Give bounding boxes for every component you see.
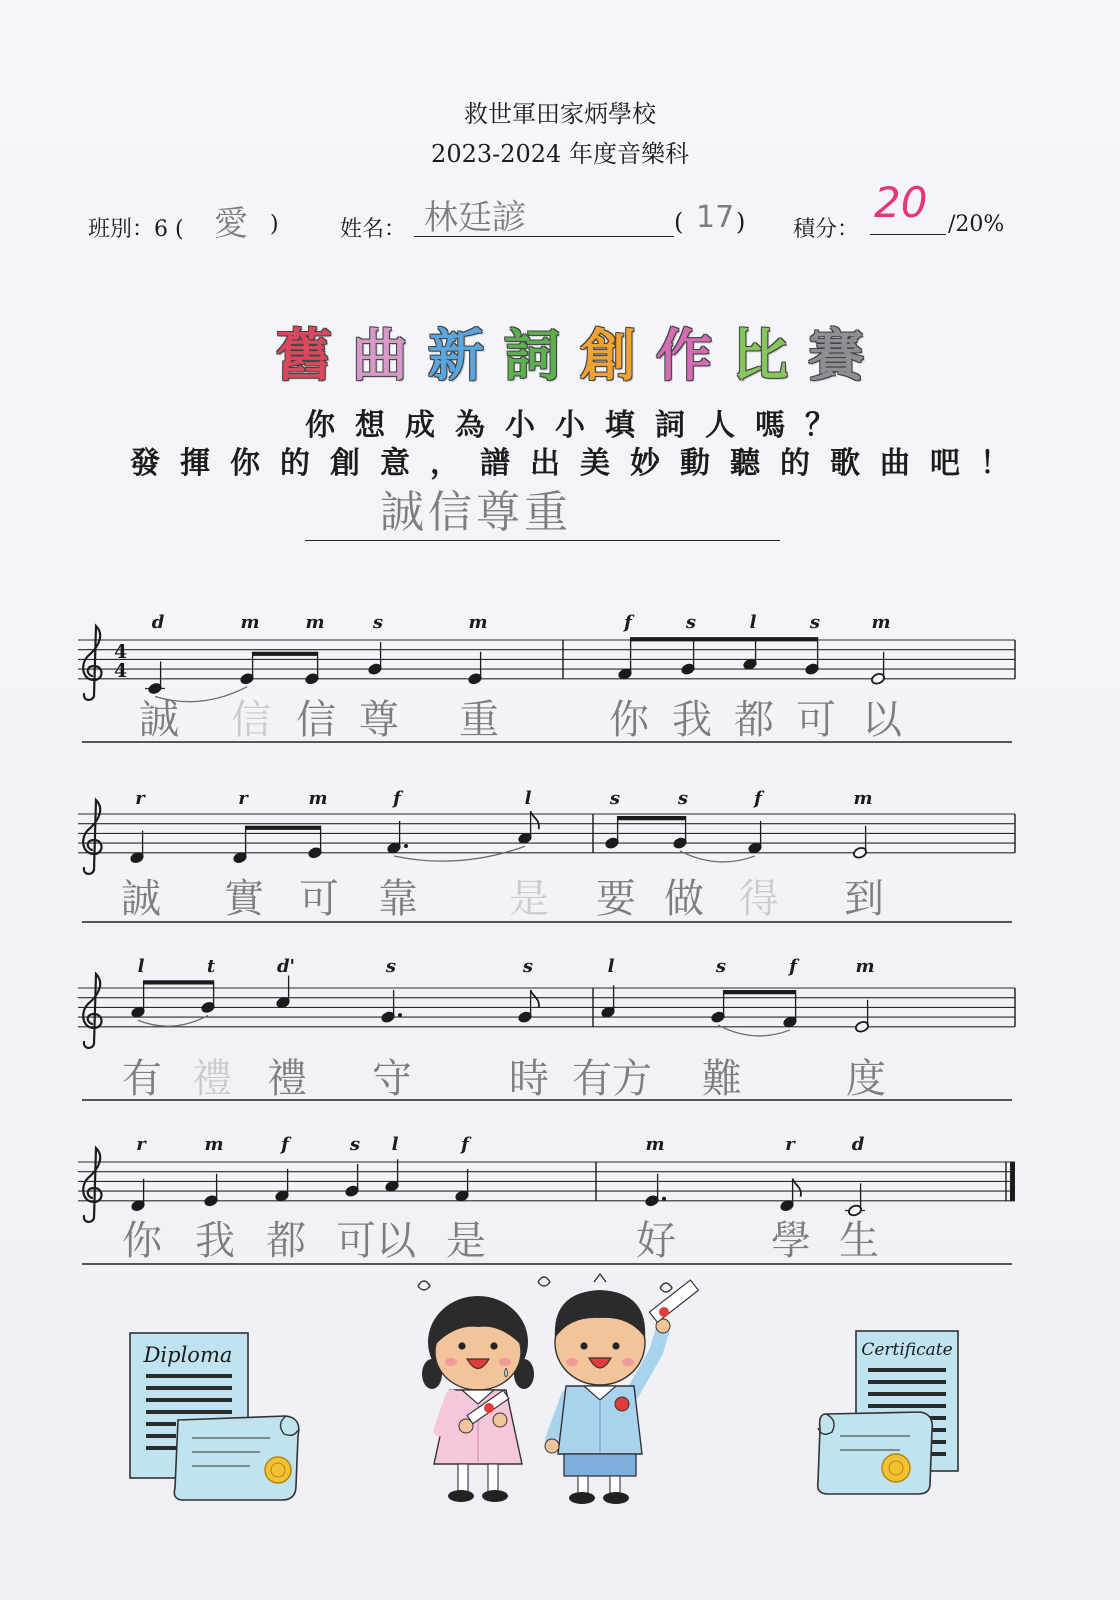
number-close: )	[736, 208, 746, 236]
girl-illustration	[422, 1296, 534, 1502]
lyric-syllable: 度	[846, 1056, 886, 1102]
score-total: /20%	[948, 212, 1005, 237]
solfa-label: f	[461, 1134, 469, 1155]
solfa-label: m	[855, 956, 875, 977]
solfa-label: s	[609, 788, 621, 809]
number-value: 17	[696, 200, 735, 235]
solfa-label: s	[385, 956, 397, 977]
lyric-syllable: 到	[844, 876, 884, 922]
solfa-label: l	[749, 612, 757, 633]
seal-icon	[265, 1457, 291, 1483]
number-open: (	[674, 208, 684, 236]
title-char: 舊	[276, 324, 352, 389]
lyric-syllable: 以	[376, 1218, 416, 1264]
solfa-label: s	[685, 612, 697, 633]
solfa-label: l	[391, 1134, 399, 1155]
solfa-label: f	[281, 1134, 289, 1155]
boy-illustration	[545, 1280, 698, 1504]
solfa-label: m	[305, 612, 325, 633]
treble-clef-icon	[83, 1148, 101, 1222]
name-value: 林廷諺	[424, 198, 526, 238]
solfa-label: m	[645, 1134, 665, 1155]
prompt-line-2: 發揮你的創意，譜出美妙動聽的歌曲吧！	[130, 446, 1030, 481]
song-title: 誠信尊重	[380, 487, 572, 538]
lyric-syllable: 以	[862, 697, 902, 743]
lyric-syllable: 是	[446, 1218, 486, 1264]
staff-2	[78, 788, 1015, 922]
lyric-syllable: 靠	[378, 876, 418, 922]
sparkle-marks	[418, 1274, 672, 1292]
solfa-label: r	[136, 1134, 146, 1155]
diploma-illustration	[130, 1333, 299, 1500]
lyric-syllable: 禮	[267, 1056, 307, 1102]
lyric-syllable: 誠	[139, 697, 179, 743]
solfa-label: d	[151, 612, 165, 633]
solfa-label: l	[524, 788, 532, 809]
certificate-scroll	[818, 1412, 933, 1494]
diploma-label: Diploma	[143, 1343, 233, 1367]
time-signature-top: 4	[114, 641, 128, 663]
solfa-label: m	[308, 788, 328, 809]
lyric-syllable: 信	[231, 697, 271, 743]
lyric-syllable: 信	[296, 697, 336, 743]
lyric-syllable: 是	[509, 876, 549, 922]
title-char: 創	[580, 324, 656, 389]
solfa-label: l	[607, 956, 615, 977]
score-label: 積分：	[793, 217, 860, 242]
note-dot	[398, 1013, 402, 1017]
lyric-syllable: 都	[734, 697, 774, 743]
solfa-label: s	[715, 956, 727, 977]
flower-badge-icon	[615, 1397, 629, 1411]
title-char: 賽	[808, 324, 884, 389]
year-subject: 2023-2024 年度音樂科	[431, 140, 689, 168]
seal-icon	[882, 1454, 910, 1482]
solfa-label: s	[349, 1134, 361, 1155]
title-char: 作	[656, 324, 732, 389]
lyric-syllable: 有方	[572, 1056, 652, 1102]
certificate-label: Certificate	[861, 1340, 953, 1360]
solfa-label: f	[393, 788, 401, 809]
solfa-label: f	[789, 956, 797, 977]
solfa-label: d'	[276, 956, 296, 977]
treble-clef-icon	[83, 626, 101, 700]
lyric-syllable: 好	[636, 1218, 676, 1264]
time-signature-bottom: 4	[114, 660, 128, 682]
lyric-syllable: 都	[266, 1218, 306, 1264]
class-label: 班別：6 (	[88, 217, 184, 242]
title-char: 曲	[352, 324, 428, 389]
solfa-label: t	[206, 956, 216, 977]
staff-4	[78, 1134, 1015, 1264]
lyric-syllable: 可	[796, 697, 836, 743]
certificate-illustration	[818, 1331, 958, 1494]
lyric-syllable: 可	[299, 876, 339, 922]
solfa-label: r	[238, 788, 248, 809]
note-dot	[662, 1197, 666, 1201]
title-char: 新	[428, 324, 504, 389]
solfa-label: s	[809, 612, 821, 633]
solfa-label: d	[851, 1134, 865, 1155]
lyric-syllable: 做	[664, 876, 704, 922]
lyric-syllable: 時	[509, 1056, 549, 1102]
lyric-syllable: 你	[609, 697, 649, 743]
staff-3	[78, 956, 1015, 1102]
solfa-label: m	[468, 612, 488, 633]
lyric-syllable: 守	[372, 1056, 412, 1102]
lyric-syllable: 學	[771, 1218, 811, 1264]
solfa-label: f	[624, 612, 632, 633]
score-value: 20	[874, 178, 928, 227]
class-close: )	[270, 212, 279, 237]
lyric-syllable: 要	[596, 876, 636, 922]
name-label: 姓名：	[340, 217, 407, 242]
solfa-label: s	[372, 612, 384, 633]
lyric-syllable: 禮	[192, 1056, 232, 1102]
staff-1	[78, 612, 1015, 743]
school-name: 救世軍田家炳學校	[464, 100, 656, 128]
lyric-syllable: 得	[739, 876, 779, 922]
solfa-label: m	[871, 612, 891, 633]
lyric-syllable: 重	[459, 697, 499, 743]
lyric-syllable: 你	[122, 1218, 162, 1264]
solfa-label: m	[204, 1134, 224, 1155]
solfa-label: m	[240, 612, 260, 633]
lyric-syllable: 我	[195, 1218, 235, 1264]
solfa-label: l	[137, 956, 145, 977]
slur	[394, 846, 525, 861]
note-flag	[531, 990, 539, 1008]
note-dot	[404, 844, 408, 848]
class-value: 愛	[214, 204, 248, 244]
solfa-label: f	[754, 788, 762, 809]
lyric-syllable: 可	[336, 1218, 376, 1264]
lyric-syllable: 生	[839, 1218, 879, 1264]
solfa-label: r	[135, 788, 145, 809]
prompt-line-1: 你想成為小小填詞人嗎？	[305, 408, 855, 443]
lyric-syllable: 有	[122, 1056, 162, 1102]
treble-clef-icon	[83, 800, 101, 874]
solfa-label: s	[522, 956, 534, 977]
lyric-syllable: 尊	[359, 697, 399, 743]
title-char: 詞	[504, 324, 580, 389]
lyric-syllable: 誠	[121, 876, 161, 922]
lyric-syllable: 我	[672, 697, 712, 743]
treble-clef-icon	[83, 974, 101, 1048]
title-char: 比	[732, 324, 808, 389]
solfa-label: r	[785, 1134, 795, 1155]
lyric-syllable: 實	[224, 876, 264, 922]
lyric-syllable: 難	[702, 1056, 742, 1102]
solfa-label: m	[853, 788, 873, 809]
rolled-certificate-icon	[649, 1280, 698, 1322]
solfa-label: s	[677, 788, 689, 809]
